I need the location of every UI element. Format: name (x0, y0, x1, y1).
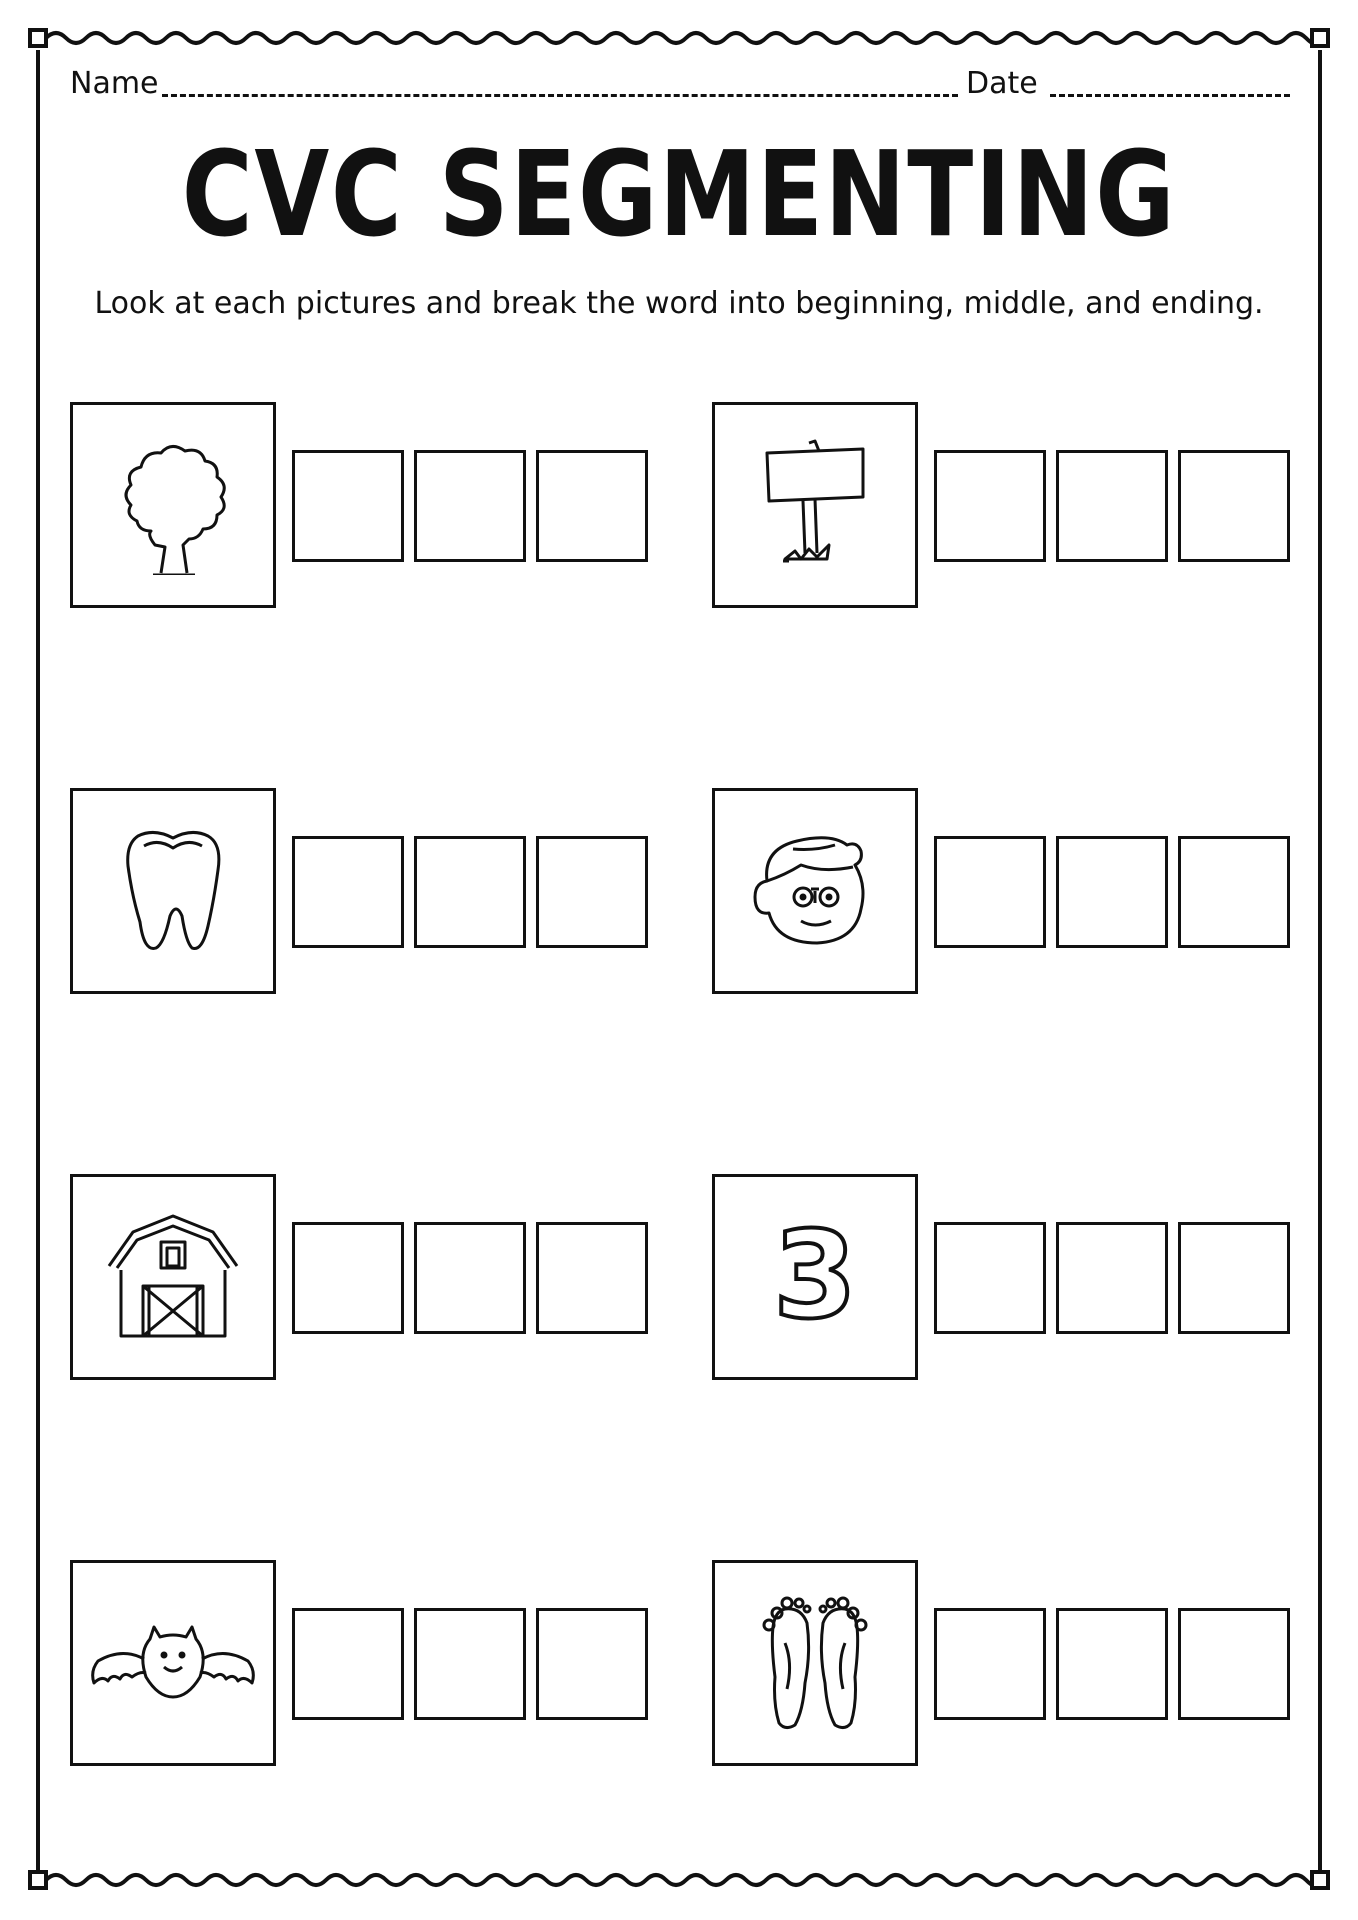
bat-icon (88, 1613, 258, 1713)
picture-box (70, 788, 276, 994)
picture-box (712, 1560, 918, 1766)
beginning-sound-box[interactable] (292, 450, 404, 562)
name-field[interactable] (162, 94, 958, 97)
item-tree (70, 402, 670, 614)
middle-sound-box[interactable] (1056, 450, 1168, 562)
tooth-icon (118, 826, 228, 956)
feet-icon (755, 1593, 875, 1733)
ending-sound-box[interactable] (536, 1222, 648, 1334)
date-label: Date (966, 66, 1038, 101)
ending-sound-box[interactable] (536, 450, 648, 562)
number-three-icon: 3 (773, 1207, 857, 1346)
item-feet (712, 1560, 1312, 1772)
beginning-sound-box[interactable] (934, 1222, 1046, 1334)
item-three (712, 1174, 1312, 1386)
picture-box (70, 1560, 276, 1766)
middle-sound-box[interactable] (1056, 1222, 1168, 1334)
date-field[interactable] (1050, 94, 1290, 97)
middle-sound-box[interactable] (414, 450, 526, 562)
boy-face-icon (745, 831, 885, 951)
middle-sound-box[interactable] (1056, 1608, 1168, 1720)
picture-box (712, 402, 918, 608)
ending-sound-box[interactable] (1178, 1222, 1290, 1334)
picture-box (712, 788, 918, 994)
beginning-sound-box[interactable] (934, 450, 1046, 562)
beginning-sound-box[interactable] (292, 1608, 404, 1720)
item-bat (70, 1560, 670, 1772)
picture-box (70, 1174, 276, 1380)
middle-sound-box[interactable] (1056, 836, 1168, 948)
middle-sound-box[interactable] (414, 1222, 526, 1334)
item-barn (70, 1174, 670, 1386)
item-sign-post (712, 402, 1312, 614)
ending-sound-box[interactable] (536, 836, 648, 948)
ending-sound-box[interactable] (536, 1608, 648, 1720)
beginning-sound-box[interactable] (934, 1608, 1046, 1720)
tree-icon (113, 435, 233, 575)
page-title: CVC SEGMENTING (181, 125, 1177, 263)
barn-icon (103, 1212, 243, 1342)
beginning-sound-box[interactable] (292, 836, 404, 948)
sign-post-icon (755, 435, 875, 575)
beginning-sound-box[interactable] (292, 1222, 404, 1334)
ending-sound-box[interactable] (1178, 450, 1290, 562)
item-boy (712, 788, 1312, 1000)
picture-box (712, 1174, 918, 1380)
ending-sound-box[interactable] (1178, 1608, 1290, 1720)
name-date-row (70, 66, 1290, 106)
picture-box (70, 402, 276, 608)
middle-sound-box[interactable] (414, 1608, 526, 1720)
item-tooth (70, 788, 670, 1000)
name-label: Name (70, 66, 159, 101)
beginning-sound-box[interactable] (934, 836, 1046, 948)
instructions: Look at each pictures and break the word into beginning, middle, and ending. (94, 286, 1264, 321)
ending-sound-box[interactable] (1178, 836, 1290, 948)
middle-sound-box[interactable] (414, 836, 526, 948)
